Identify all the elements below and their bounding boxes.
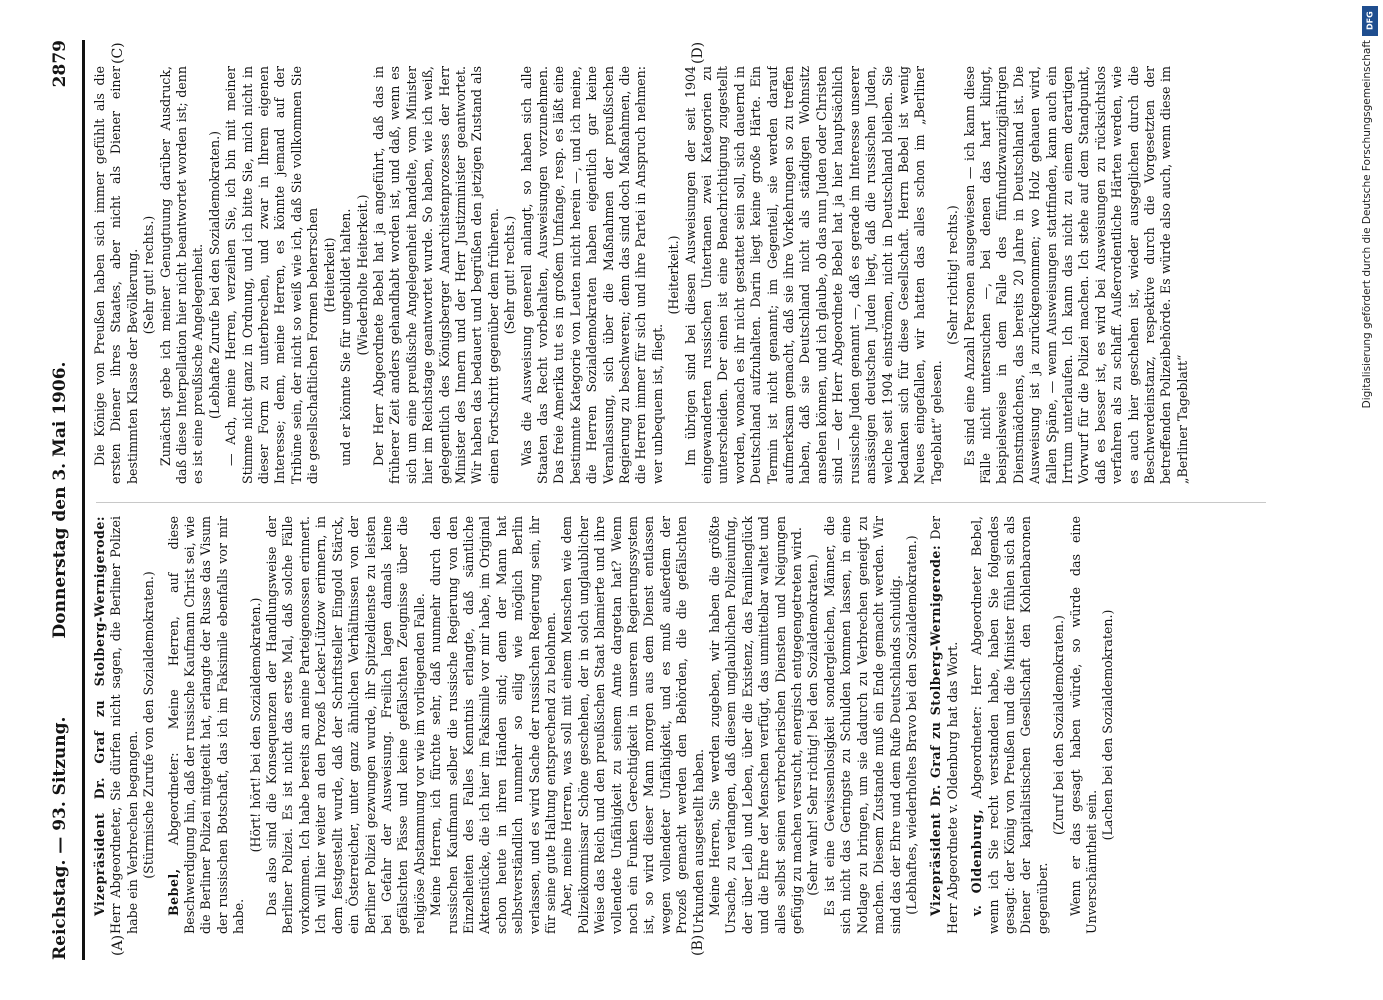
- margin-marker-d: (D): [690, 41, 706, 64]
- speech-text: Abgeordneter: Herr Abgeordneter Bebel, wenn ich Sie recht verstanden habe, haben Sie folgendes gesagt: der König von Preußen und die Minister fühlen sich als Diener der kapitalistischen Gesellschaft den Kohlenbaronen gegenüber.: [969, 516, 1050, 934]
- speaker-name: v. Oldenburg,: [969, 808, 985, 916]
- paragraph: Der Herr Abgeordnete Bebel hat ja angeführt, daß das in früherer Zeit anders gehandhabt worden ist, und daß, wenn es sich um eine preußische Angelegenheit handelte, vom Minister hier im Reichstage geantwortet wurde. So haben, wie ich weiß, gelegentlich des Königsberger Anarchistenprozesses der Herr Minister des Innern und der Herr Justizminister geantwortet. Wir haben das bedauert und begrüßen den jetzigen Zustand als einen Fortschritt gegenüber dem früheren.: [370, 66, 501, 484]
- paragraph: Die Könige von Preußen haben sich immer gefühlt als die ersten Diener ihres Staates, aber nicht als Diener einer bestimmten Klasse der Bevölkerung.: [92, 66, 140, 484]
- margin-marker-a: (A): [110, 934, 126, 956]
- header-rule: [82, 40, 85, 960]
- right-column: [92, 66, 1272, 484]
- page-header: [50, 40, 76, 960]
- speech-text: Herr Abgeordneter, Sie dürfen nicht sagen, die Berliner Polizei habe ein Verbrechen begangen.: [108, 516, 140, 934]
- header-date: Donnerstag den 3. Mai 1906.: [50, 361, 70, 639]
- reaction: (Lebhafte Zurufe bei den Sozialdemokraten.): [206, 130, 222, 420]
- reaction: (Zuruf bei den Sozialdemokraten.): [1051, 615, 1067, 835]
- paragraph: Meine Herren, ich fürchte sehr, daß nunmehr durch den russischen Kaufmann selber die russische Regierung von den Einzelheiten des Falles Kenntnis erlangte, daß sämtliche Aktenstücke, die ich hier im Faksimile vor mir habe, im Original schon heute in ihren Händen sind; denn der Mann hat selbstverständlich nunmehr so eilig wie möglich Berlin verlassen, und es wird Sache der russischen Regierung sein, ihr für seine gute Haltung entsprechend zu belohnen.: [428, 516, 558, 934]
- paragraph: — Ach, meine Herren, verzeihen Sie, ich bin mit meiner Stimme nicht ganz in Ordnung, und ich bitte Sie, mich nicht in dieser Form zu unterbrechen, und zwar in Ihrem eigenen Interesse; denn, meine Herren, es könnte jemand auf der Tribüne sein, der nicht so weiß wie ich, daß Sie vollkommen Sie die gesellschaftlichen Formen beherrschen: [223, 66, 321, 484]
- column-divider: [96, 502, 1266, 503]
- reaction: (Sehr wahr! Sehr richtig! bei den Sozialdemokraten.): [805, 554, 821, 896]
- reaction: (Wiederholte Heiterkeit.): [354, 194, 370, 356]
- paragraph: [928, 516, 961, 934]
- paragraph: Es sind eine Anzahl Personen ausgewiesen — ich kann diese Fälle nicht untersuchen —, bei denen das hart klingt, beispielsweise in dem Falle des fünfundzwanzigjährigen Dienstmädchens, das bereits 20 Jahre in Deutschland ist. Die Ausweisung ist ja zurückgenommen; wo Holz gehauen wird, fallen Späne, — wenn Ausweisungen stattfinden, kann auch ein Irrtum unterlaufen. Ich kann das nicht zu einem derartigen Vorwurf für die Polizei machen. Ich stehe auf dem Standpunkt, daß es besser ist, es wird bei Ausweisungen zu rücksichtslos verfahren als zu schlaff. Außerordentliche Härten werden, wie es auch hier geschehen ist, wieder ausgeglichen durch die Beschwerdeinstanz, respektive durch die Vorgesetzten der betreffenden Polizeibehörde. Es würde also auch, wenn diese im „Berliner Tageblatt“: [961, 66, 1190, 484]
- speaker-name: Vizepräsident Dr. Graf zu Stolberg-Wernigerode:: [92, 516, 107, 916]
- paragraph: Das also sind die Konsequenzen der Handlungsweise der Berliner Polizei. Es ist nicht das erste Mal, daß solche Fälle vorkommen. Ich habe bereits an meine Parteigenossen erinnert. Ich will hier weiter an den Prozeß Lecker-Lützow erinnern, in dem festgestellt wurde, daß der Schriftsteller Eingold Stärck, ein Österreicher, unter ganz ähnlichen Verhältnissen von der Berliner Polizei gezwungen wurde, ihr Spitzeldienste zu leisten bei Gefahr der Ausweisung. Freilich lagen damals keine gefälschten Pässe und keine gefälschten Zeugnisse über die religiöse Abstammung vor wie im vorliegenden Falle.: [264, 516, 427, 934]
- reaction: (Sehr gut! rechts.): [141, 215, 157, 335]
- reaction: (Heiterkeit.): [666, 235, 682, 315]
- paragraph: Meine Herren, Sie werden zugeben, wir haben die größte Ursache, zu verlangen, daß diesem unglaublichen Polizeiunfug, der über Leib und Leben, über die Existenz, das Familienglück und die Ehre der Menschen verfügt, das unmittelbar waltet und alles selbst seinen verbrecherischen Diensten und Neigungen gefügig zu machen versucht, energisch entgegengetreten wird.: [707, 516, 805, 934]
- paragraph: Es ist eine Gewissenlosigkeit sondergleichen, Männer, die sich nicht das Geringste zu Schulden kommen lassen, in eine Notlage zu bringen, um sie dadurch zu Verbrechen geneigt zu machen. Diesem Zustande muß ein Ende gemacht werden. Wir sind das der Ehre und dem Rufe Deutschlands schuldig.: [821, 516, 903, 934]
- reaction: (Lebhaftes, wiederholtes Bravo bei den Sozialdemokraten.): [903, 535, 919, 915]
- paragraph: und er könnte Sie für ungebildet halten.: [338, 208, 354, 466]
- paragraph: [969, 516, 1051, 934]
- margin-marker-b: (B): [690, 934, 706, 956]
- paragraph: Was die Ausweisung generell anlangt, so haben sich alle Staaten das Recht vorbehalten, Ausweisungen vorzunehmen. Das freie Amerika tut es in großem Umfange, resp. es läßt eine bestimmte Kategorie von Leuten nicht herein —, und ich meine, die Herren Sozialdemokraten haben eigentlich gar keine Veranlassung, sich über die Maßnahmen der preußischen Regierung zu beschweren; denn das sind doch Maßnahmen, die die Herren immer für sich und ihre Partei in Anspruch nehmen: wer unbequem ist, fliegt.: [518, 66, 665, 484]
- speaker-name: Vizepräsident Dr. Graf zu Stolberg-Wernigerode:: [928, 544, 944, 916]
- dfg-logo: DFG: [1362, 6, 1378, 36]
- speech-text: Abgeordneter: Meine Herren, auf diese Beschwerdigung hin, daß der russische Kaufmann Christ sei, wie die Berliner Polizei mitgeteilt hat, erlangte der Russe das Visum der russischen Botschaft, das ich im Faksimile ebenfalls vor mir habe.: [165, 516, 247, 934]
- speech-text: Der Herr Abgeordnete v. Oldenburg hat das Wort.: [928, 516, 960, 934]
- reaction: (Lachen bei den Sozialdemokraten.): [1100, 609, 1116, 841]
- page-number: 2879: [50, 40, 70, 88]
- paragraph: [166, 516, 248, 934]
- speaker-name: Bebel,: [165, 868, 181, 916]
- reaction: (Stürmische Zurufe von den Sozialdemokraten.): [141, 571, 157, 879]
- reaction: (Hört! hört! bei den Sozialdemokraten.): [247, 597, 263, 853]
- reaction: (Heiterkeit): [321, 237, 337, 313]
- paragraph: [92, 516, 141, 934]
- paragraph: Wenn er das gesagt haben würde, so würde das eine Unverschämtheit sein.: [1067, 516, 1099, 934]
- header-session: Reichstag. — 93. Sitzung.: [50, 716, 70, 960]
- reaction: (Sehr richtig! rechts.): [945, 205, 961, 345]
- paragraph: Im übrigen sind bei diesen Ausweisungen der seit 1904 eingewanderten russischen Untertanen zwei Kategorien zu unterscheiden. Der einen ist eine Benachrichtigung zugestellt worden, wonach es ihr nicht gestattet sein soll, sich dauernd in Deutschland aufzuhalten. Darin liegt keine große Härte. Ein Termin ist nicht genannt; im Gegenteil, sie werden darauf aufmerksam gemacht, daß sie ihre Vorkehrungen so zu treffen haben, daß sie Deutschland nicht als ständigen Wohnsitz ansehen können, und ich glaube, ob das nun Juden oder Christen sind — der Herr Abgeordnete Bebel hat ja hier hauptsächlich russische Juden genannt —, daß es gerade im Interesse unserer ansässigen deutschen Juden liegt, daß die russischen Juden, welche seit 1904 einströmen, nicht in Deutschland bleiben. Sie bedanken sich für diese Gesellschaft. Herrn Bebel ist wenig Neues eingefallen, wir hatten das alles schon im „Berliner Tageblatt“ gelesen.: [682, 66, 944, 484]
- reaction: (Sehr gut! rechts.): [502, 215, 518, 335]
- digitization-note-text: Digitalisierung gefördert durch die Deutsche Forschungsgemeinschaft: [1361, 40, 1373, 409]
- left-column: [92, 516, 1272, 934]
- paragraph: Aber, meine Herren, was soll mit einem Menschen wie dem Polizeikommissar Schöne geschehen, der in solch unglaublicher Weise das Reich und den preußischen Staat blamierte und ihre vollendete Unfähigkeit zu seinem Amte dargetan hat? Wenn noch ein Funken Gerechtigkeit in unserem Regierungssystem ist, so wird dieser Mann morgen aus dem Dienst entlassen wegen vollendeter Unfähigkeit, und es muß außerdem der Prozeß gemacht werden den Behörden, die die gefälschten Urkunden ausgestellt haben.: [559, 516, 706, 934]
- margin-marker-c: (C): [110, 42, 126, 64]
- digitization-note: [1356, 0, 1378, 1000]
- paragraph: Zunächst gebe ich meiner Genugtuung darüber Ausdruck, daß diese Interpellation hier nicht beantwortet worden ist; denn es ist eine preußische Angelegenheit.: [157, 66, 206, 484]
